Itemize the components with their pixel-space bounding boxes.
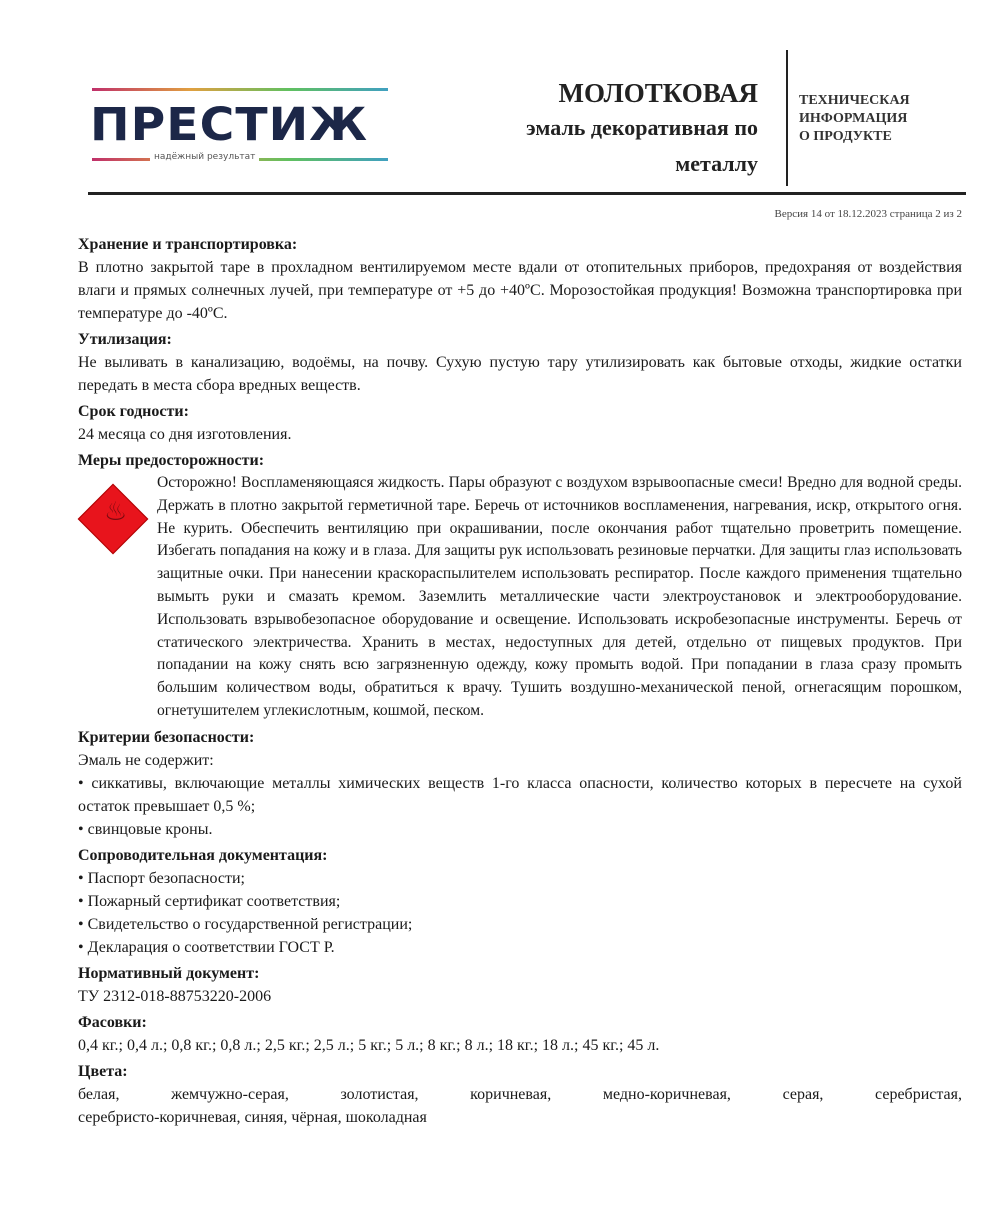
safety-list xyxy=(78,772,962,841)
disposal-heading: Утилизация: xyxy=(78,331,172,348)
safety-heading: Критерии безопасности: xyxy=(78,728,255,746)
list-item: • Свидетельство о государственной регистрации; xyxy=(78,915,413,933)
color-item: золотистая, xyxy=(340,1085,419,1103)
colors-line-1 xyxy=(78,1083,962,1106)
title-line-3: металлу xyxy=(675,151,758,176)
flammable-hazard-icon: ♨ xyxy=(78,472,157,723)
tech-info-label xyxy=(799,92,910,146)
title-line-1: МОЛОТКОВАЯ xyxy=(558,78,758,108)
safety-intro: Эмаль не содержит: xyxy=(78,751,214,769)
logo-tagline: надёжный результат xyxy=(150,152,259,162)
logo-wordmark: ПРЕСТИЖ xyxy=(90,98,369,151)
colors-heading: Цвета: xyxy=(78,1062,128,1080)
color-item: белая, xyxy=(78,1085,120,1103)
color-item: медно-коричневая, xyxy=(602,1085,731,1103)
packaging-text: 0,4 кг.; 0,4 л.; 0,8 кг.; 0,8 л.; 2,5 кг.; 2,5 л.; 5 кг.; 5 л.; 8 кг.; 8 л.; 18 кг.; 18 л.; 45 кг.; 45 л. xyxy=(78,1036,660,1054)
header-divider-vertical xyxy=(786,50,788,186)
title-line-2: эмаль декоративная по xyxy=(526,115,758,140)
tech-info-line: О ПРОДУКТЕ xyxy=(799,129,892,144)
document-body xyxy=(78,230,962,1129)
list-item: • сиккативы, включающие металлы химических веществ 1-го класса опасности, количество которых в пересчете на сухой остаток превышает 0,5 %; xyxy=(78,774,962,815)
color-item: серая, xyxy=(782,1085,824,1103)
colors-line-2: серебристо-коричневая, синяя, чёрная, шоколадная xyxy=(78,1108,427,1126)
norm-text: ТУ 2312-018-88753220-2006 xyxy=(78,987,272,1005)
tech-info-line: ИНФОРМАЦИЯ xyxy=(799,111,908,126)
storage-heading: Хранение и транспортировка: xyxy=(78,236,298,253)
precautions-heading: Меры предосторожности: xyxy=(78,452,265,469)
tech-info-line: ТЕХНИЧЕСКАЯ xyxy=(799,93,910,108)
storage-text: В плотно закрытой таре в прохладном вентилируемом месте вдали от отопительных приборов, предохраняя от воздействия влаги и прямых солнечных лучей, при температуре от +5 до +40ºС. Морозостойкая продукция! Возможна транспортировка при температуре до -40ºС. xyxy=(78,259,962,322)
header-divider xyxy=(88,192,966,195)
color-item: коричневая, xyxy=(470,1085,552,1103)
shelf-life-text: 24 месяца со дня изготовления. xyxy=(78,426,292,443)
list-item: • свинцовые кроны. xyxy=(78,820,213,838)
list-item: • Пожарный сертификат соответствия; xyxy=(78,892,341,910)
color-item: серебристая, xyxy=(875,1085,962,1103)
list-item: • Декларация о соответствии ГОСТ Р. xyxy=(78,938,335,956)
disposal-text: Не выливать в канализацию, водоёмы, на почву. Сухую пустую тару утилизировать как бытовые отходы, жидкие остатки передать в места сбора вредных веществ. xyxy=(78,354,962,394)
docs-list xyxy=(78,867,962,959)
precautions-text: Осторожно! Воспламеняющаяся жидкость. Пары образуют с воздухом взрывоопасные смеси! Вредно для водной среды. Держать в плотно закрытой герметичной таре. Беречь от источников воспламенения, нагревания, искр, открытого огня. Не курить. Обеспечить вентиляцию при окрашивании, после окончания работ тщательно проветрить помещение. Избегать попадания на кожу и в глаза. Для защиты рук использовать резиновые перчатки. Для защиты глаз использовать защитные очки. При нанесении краскораспылителем использовать респиратор. После каждого применения тщательно вымыть руки и смазать кремом. Заземлить металлические части электроустановок и электрооборудование. Использовать взрывобезопасное оборудование и освещение. Использовать искробезопасные инструменты. Беречь от статического электричества. Хранить в местах, недоступных для детей, отдельно от пищевых продуктов. При попадании на кожу снять всю загрязненную одежду, кожу промыть водой. При попадании в глаза сразу промыть большим количеством воды, обратиться к врачу. Тушить воздушно-механической пеной, огнегасящим порошком, огнетушителем углекислотным, кошмой, песком. xyxy=(157,474,962,719)
packaging-heading: Фасовки: xyxy=(78,1013,147,1031)
version-info: Версия 14 от 18.12.2023 страница 2 из 2 xyxy=(774,208,962,220)
docs-heading: Сопроводительная документация: xyxy=(78,846,328,864)
list-item: • Паспорт безопасности; xyxy=(78,869,245,887)
brand-logo xyxy=(90,88,390,168)
norm-heading: Нормативный документ: xyxy=(78,964,260,982)
shelf-life-heading: Срок годности: xyxy=(78,403,189,420)
product-title xyxy=(526,76,758,182)
color-item: жемчужно-серая, xyxy=(171,1085,289,1103)
precautions-block xyxy=(78,472,962,723)
logo-bar-top xyxy=(92,88,388,91)
